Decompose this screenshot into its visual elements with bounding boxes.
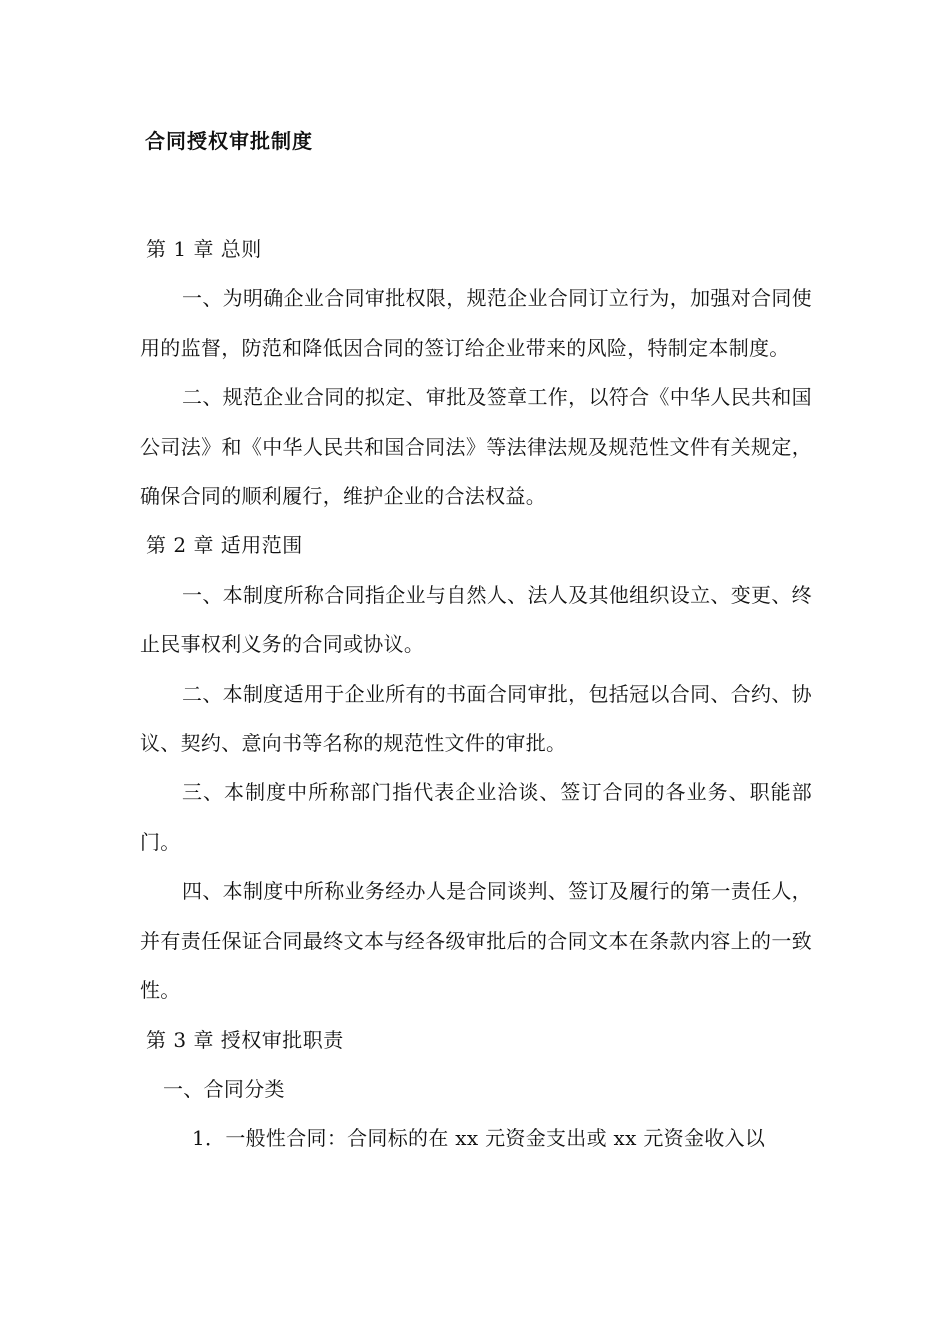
chapter-1-paragraph-2: 二、规范企业合同的拟定、审批及签章工作，以符合《中华人民共和国公司法》和《中华人民共和国合同法》等法律法规及规范性文件有关规定，确保合同的顺利履行，维护企业的合法权益。 bbox=[140, 385, 812, 509]
chapter-2-paragraph-1: 一、本制度所称合同指企业与自然人、法人及其他组织设立、变更、终止民事权利义务的合同或协议。 bbox=[140, 582, 812, 657]
chapter-2-heading: 第 2 章 适用范围 bbox=[146, 533, 303, 558]
chapter-1-paragraph-1: 一、为明确企业合同审批权限，规范企业合同订立行为，加强对合同使用的监督，防范和降低因合同的签订给企业带来的风险，特制定本制度。 bbox=[140, 286, 812, 360]
chapter-3-heading: 第 3 章 授权审批职责 bbox=[146, 1027, 344, 1052]
document-title: 合同授权审批制度 bbox=[145, 129, 313, 153]
chapter-2-paragraph-2: 二、本制度适用于企业所有的书面合同审批，包括冠以合同、合约、协议、契约、意向书等名称的规范性文件的审批。 bbox=[140, 681, 812, 756]
chapter-2-paragraph-4: 四、本制度中所称业务经办人是合同谈判、签订及履行的第一责任人，并有责任保证合同最终文本与经各级审批后的合同文本在条款内容上的一致性。 bbox=[140, 879, 812, 1003]
section-heading-contract-classification: 一、合同分类 bbox=[163, 1076, 285, 1101]
list-item-general-contract: 1．一般性合同：合同标的在 xx 元资金支出或 xx 元资金收入以 bbox=[192, 1126, 766, 1151]
document-body bbox=[140, 225, 812, 1164]
chapter-2-paragraph-3: 三、本制度中所称部门指代表企业洽谈、签订合同的各业务、职能部门。 bbox=[140, 780, 812, 854]
chapter-1-heading: 第 1 章 总则 bbox=[146, 237, 262, 261]
